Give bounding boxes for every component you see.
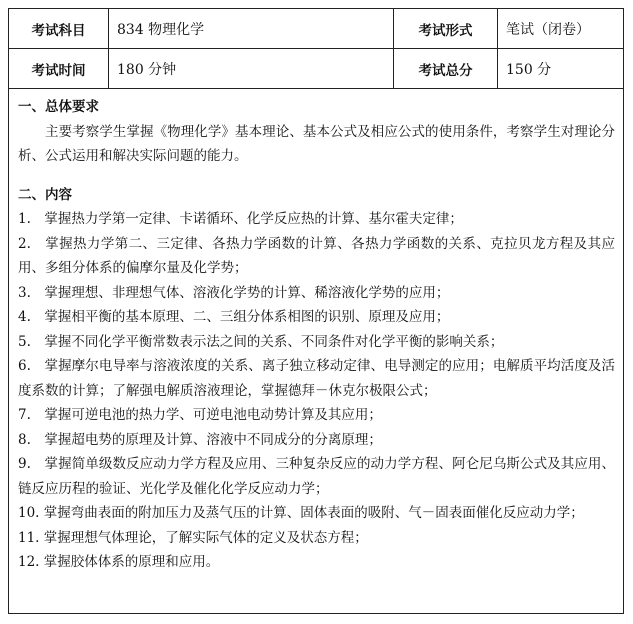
list-item: 5. 掌握不同化学平衡常数表示法之间的关系、不同条件对化学平衡的影响关系； <box>18 333 504 350</box>
exam-time-value: 180 分钟 <box>109 49 394 88</box>
exam-outline-table <box>8 8 624 614</box>
total-score-label: 考试总分 <box>394 49 498 88</box>
section-content-title: 二、内容 <box>18 186 72 203</box>
list-item: 6. 掌握摩尔电导率与溶液浓度的关系、离子独立移动定律、电导测定的应用；电解质平均活度及活度系数的计算；了解强电解质溶液理论，掌握德拜－休克尔极限公式； <box>18 358 615 399</box>
list-item: 12. 掌握胶体体系的原理和应用。 <box>18 554 220 570</box>
section-general-title: 一、总体要求 <box>18 99 99 115</box>
list-item: 2. 掌握热力学第二、三定律、各热力学函数的计算、各热力学函数的关系、克拉贝龙方程及其应用、多组分体系的偏摩尔量及化学势； <box>18 235 615 276</box>
list-item: 3. 掌握理想、非理想气体、溶液化学势的计算、稀溶液化学势的应用； <box>18 284 450 301</box>
list-item: 10. 掌握弯曲表面的附加压力及蒸气压的计算、固体表面的吸附、气－固表面催化反应动力学； <box>18 505 584 521</box>
list-item: 11. 掌握理想气体理论，了解实际气体的定义及状态方程； <box>18 529 368 546</box>
list-item: 4. 掌握相平衡的基本原理、二、三组分体系相图的识别、原理及应用； <box>18 309 450 325</box>
list-item: 8. 掌握超电势的原理及计算、溶液中不同成分的分离原理； <box>18 431 382 448</box>
header-row-2 <box>9 49 623 89</box>
subject-value: 834 物理化学 <box>109 9 394 48</box>
section-general-text: 主要考察学生掌握《物理化学》基本理论、基本公式及相应公式的使用条件，考察学生对理论分析、公式运用和解决实际问题的能力。 <box>18 123 615 164</box>
outline-content <box>9 89 623 575</box>
header-row-1 <box>9 9 623 49</box>
list-item: 9. 掌握简单级数反应动力学方程及应用、三种复杂反应的动力学方程、阿仑尼乌斯公式及其应用、链反应历程的验证、光化学及催化化学反应动力学； <box>18 456 615 497</box>
list-item: 7. 掌握可逆电池的热力学、可逆电池电动势计算及其应用； <box>18 407 382 423</box>
content-list <box>18 207 615 575</box>
section-spacer <box>18 169 615 183</box>
total-score-value: 150 分 <box>506 61 552 78</box>
exam-form-label: 考试形式 <box>394 9 498 48</box>
list-item: 1. 掌握热力学第一定律、卡诺循环、化学反应热的计算、基尔霍夫定律； <box>18 211 463 227</box>
exam-time-label: 考试时间 <box>9 49 109 88</box>
exam-form-value: 笔试（闭卷） <box>506 21 590 38</box>
subject-label: 考试科目 <box>9 9 109 48</box>
